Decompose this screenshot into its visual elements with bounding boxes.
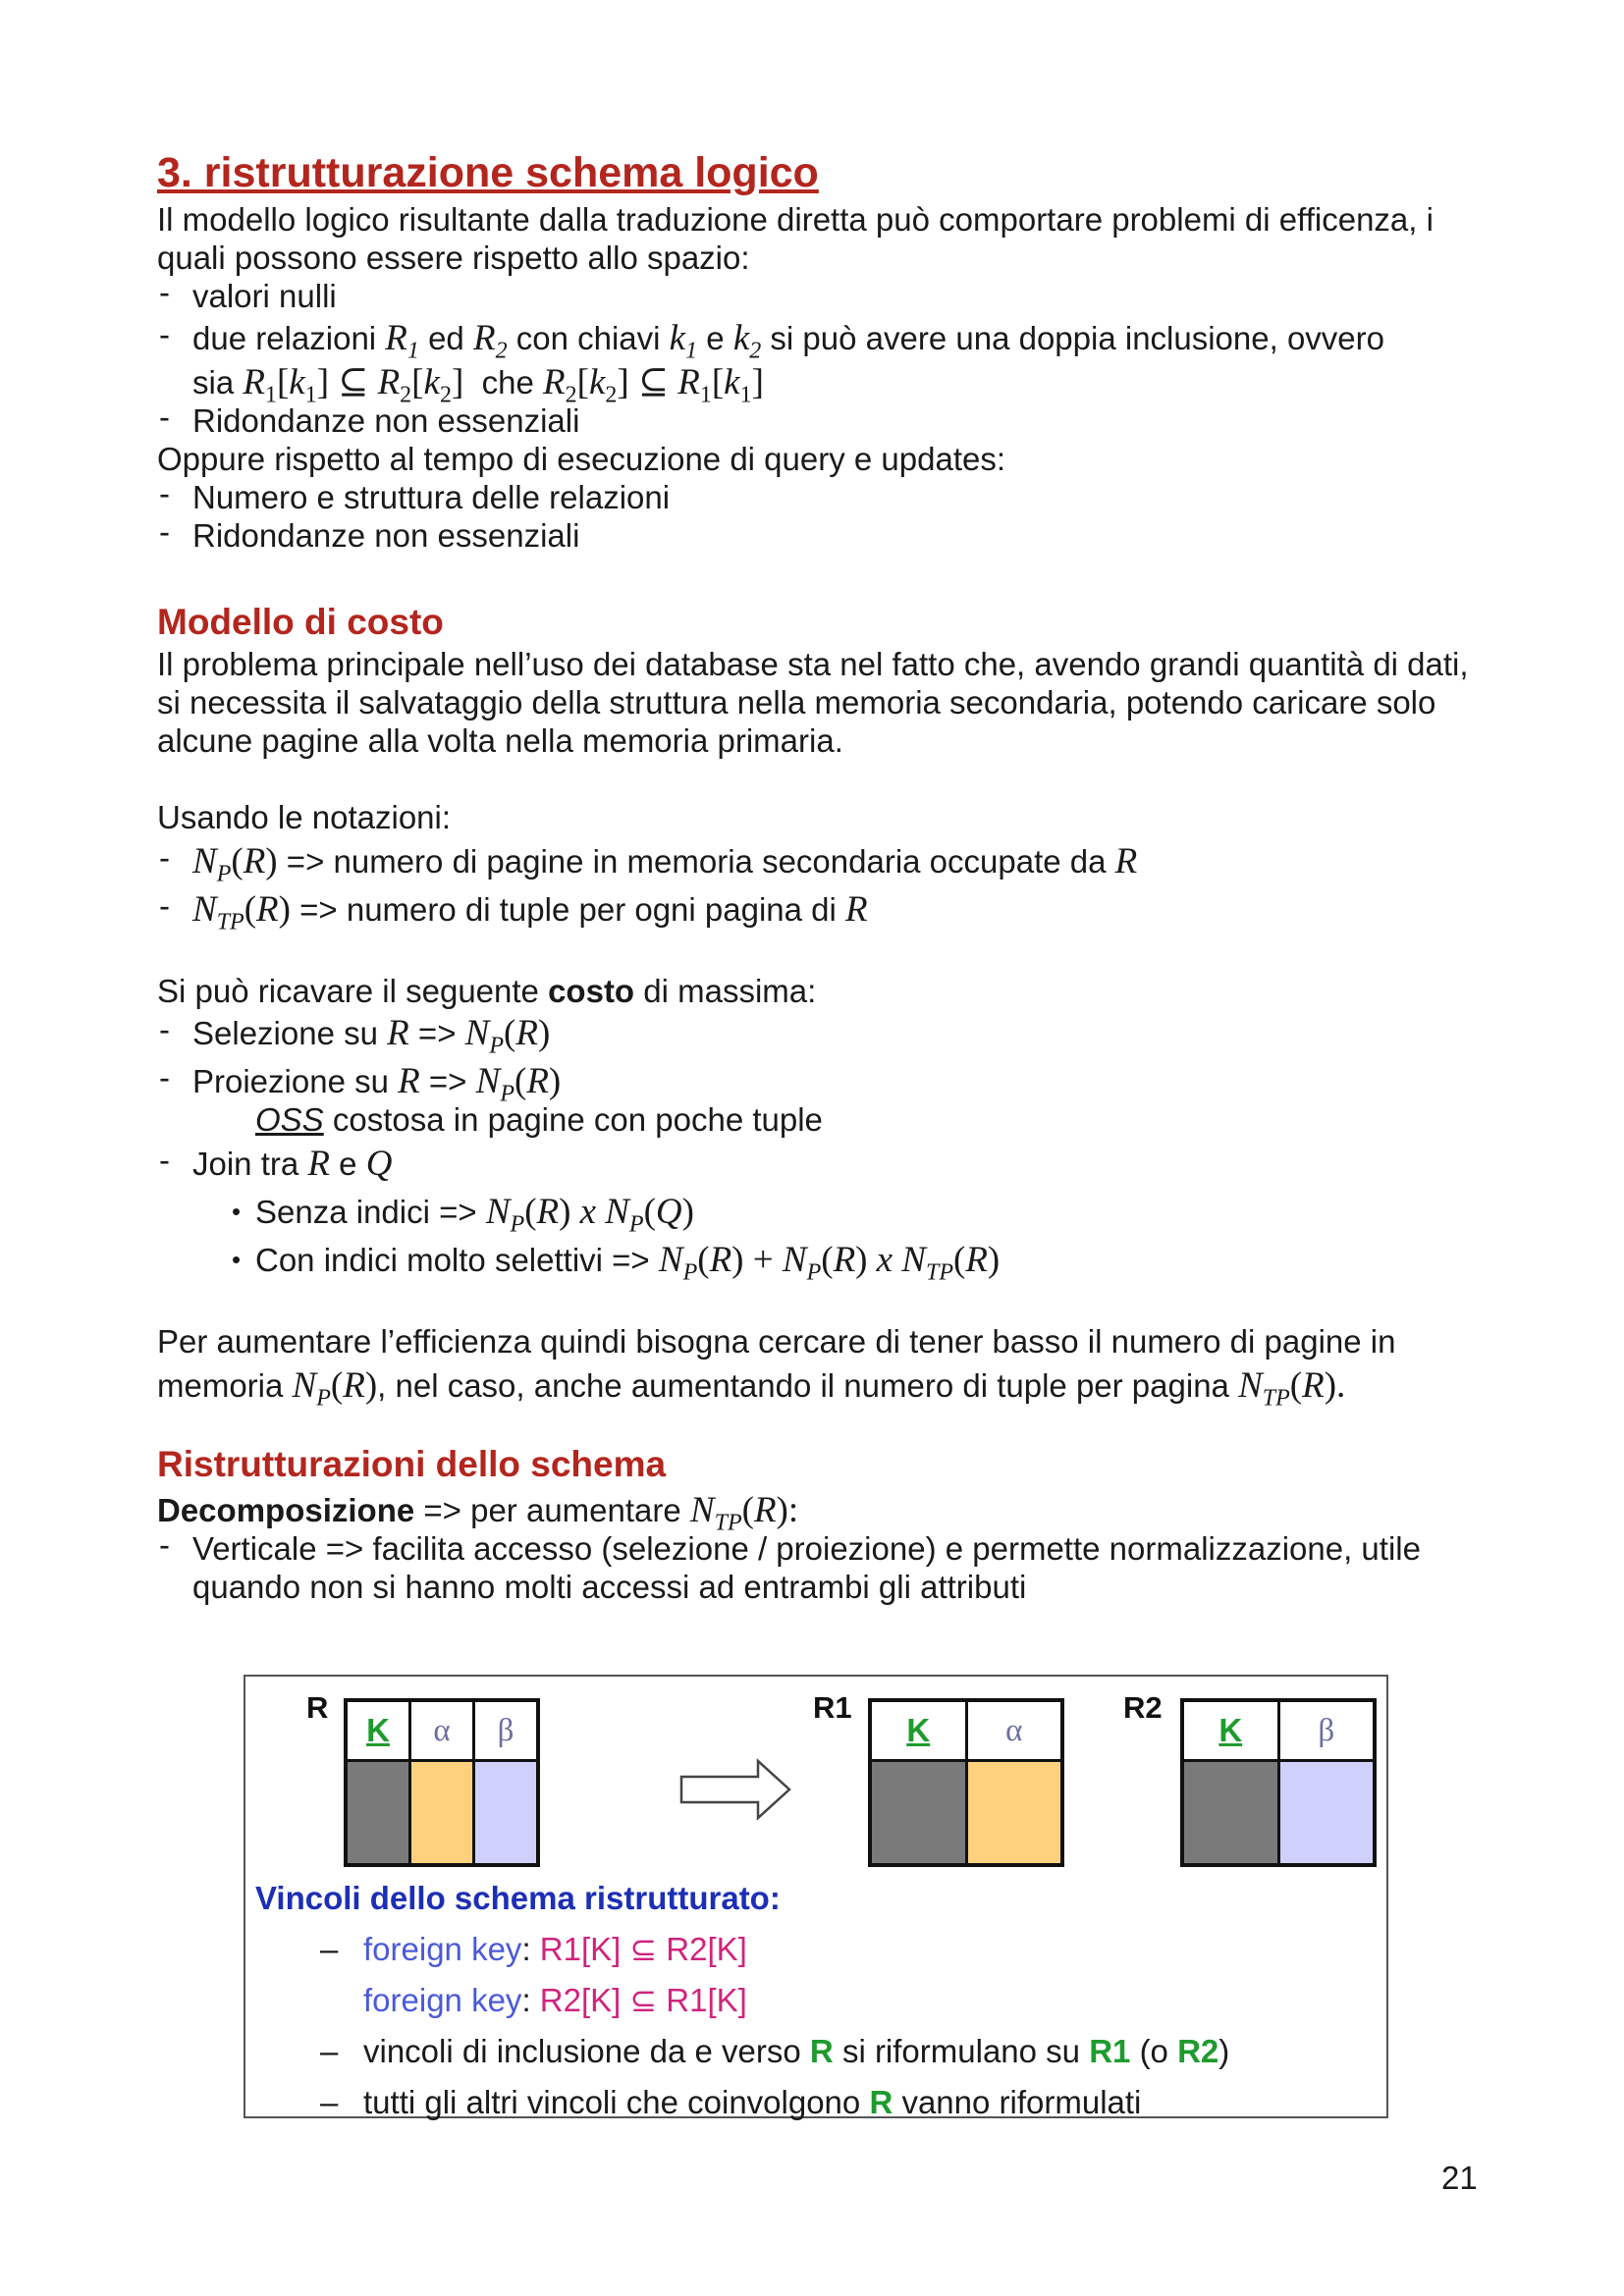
arrow-right-icon — [677, 1755, 795, 1824]
constraint-fk-1: – foreign key: R1[K] ⊆ R2[K] — [320, 1931, 747, 1967]
cell-beta — [1280, 1762, 1374, 1863]
list-item-redundancy: - Ridondanze non essenziali — [157, 401, 1492, 440]
list-item-time-1: - Ridondanze non essenziali — [157, 516, 1492, 555]
col-k: K — [872, 1702, 965, 1759]
col-beta: β — [475, 1702, 536, 1759]
cell-k — [872, 1762, 965, 1863]
decomposition-line: Decomposizione => per aumentare $N_{TP}(R)$: — [157, 1490, 799, 1536]
cost-paragraph: Il problema principale nell’uso dei database sta nel fatto che, avendo grandi quantità di dati, si necessita il salvataggio della struttura nella memoria secondaria, potendo caricare solo alcune pagine alla volta nella memoria primaria. — [157, 646, 1469, 759]
constraints-title: Vincoli dello schema ristrutturato: — [255, 1880, 781, 1916]
col-alpha: α — [968, 1702, 1061, 1759]
constraint-fk-2: foreign key: R2[K] ⊆ R1[K] — [363, 1982, 747, 2018]
col-k: K — [348, 1702, 408, 1759]
section-title: 3. ristrutturazione schema logico — [157, 149, 819, 196]
restructure-title: Ristrutturazioni dello schema — [157, 1444, 667, 1484]
cost-model-title: Modello di costo — [157, 602, 444, 642]
notation-ntp: - $N_{TP}(R)$ => numero di tuple per ogni pagina di R — [157, 890, 1492, 929]
constraint-inclusion: – vincoli di inclusione da e verso R si riformulano su R1 (o R2) — [320, 2033, 1230, 2069]
page-content — [157, 147, 1492, 1606]
cost-intro: Si può ricavare il seguente costo di massima: — [157, 973, 817, 1009]
cell-k — [1184, 1762, 1277, 1863]
decomposition-figure — [244, 1675, 1388, 2118]
double-inclusion: sia $R_1[k_1]$ ⊆ $R_2[k_2]$ che $R_2[k_2]$ ⊆ $R_1[k_1]$ — [192, 362, 764, 408]
constraints-block — [255, 1873, 1375, 2128]
cell-beta — [475, 1762, 536, 1863]
list-item-time-0: - Numero e struttura delle relazioni — [157, 478, 1492, 516]
efficiency-line-1: Per aumentare l’efficienza quindi bisogna cercare di tener basso il numero di pagine in — [157, 1323, 1396, 1360]
join-no-index: • Senza indici => $N_P(R)$ x $N_P(Q)$ — [157, 1193, 1492, 1231]
col-alpha: α — [411, 1702, 472, 1759]
table-label-R2: R2 — [1123, 1690, 1163, 1725]
table-R — [344, 1698, 540, 1867]
col-beta: β — [1280, 1702, 1374, 1759]
col-k: K — [1184, 1702, 1277, 1759]
join-with-index: • Con indici molto selettivi => $N_P(R) + N_P(R)$ x $N_{TP}(R)$ — [157, 1241, 1492, 1279]
oss-note: OSS costosa in pagine con poche tuple — [255, 1101, 823, 1138]
op-join: - Join tra R e Q — [157, 1145, 1492, 1183]
page-number: 21 — [1441, 2160, 1478, 2196]
constraint-other: – tutti gli altri vincoli che coinvolgono R vanno riformulati — [320, 2084, 1142, 2120]
op-projection: - Proiezione su $R => N_P(R)$ — [157, 1062, 1492, 1100]
table-R1 — [868, 1698, 1064, 1867]
table-label-R: R — [306, 1690, 329, 1725]
op-selection: - Selezione su $R => N_P(R)$ — [157, 1014, 1492, 1052]
notation-intro: Usando le notazioni: — [157, 799, 452, 835]
intro-paragraph: Il modello logico risultante dalla traduzione diretta può comportare problemi di efficenza, i quali possono essere rispetto allo spazio: — [157, 201, 1434, 276]
list-item-nulls: - valori nulli — [157, 277, 1492, 315]
table-R2 — [1180, 1698, 1377, 1867]
table-label-R1: R1 — [813, 1690, 852, 1725]
vertical-item: - Verticale => facilita accesso (selezione / proiezione) e permette normalizzazione, utile quando non si hanno molti accessi ad entrambi gli attributi — [157, 1529, 1492, 1606]
notation-np: - $N_P(R)$ => numero di pagine in memoria secondaria occupate da R — [157, 842, 1492, 881]
list-item-two-relations: - due relazioni $R_1$ ed $R_2$ con chiavi $k_1$ e $k_2$ si può avere una doppia inclusione, ovvero sia $R_1[k_1]$ ⊆ $R_2[k_2]$ che $R_2[k_2]$ ⊆ $R_1[k_1]$ — [157, 319, 1492, 401]
time-intro: Oppure rispetto al tempo di esecuzione di query e updates: — [157, 441, 1006, 477]
cell-alpha — [968, 1762, 1061, 1863]
cell-alpha — [411, 1762, 472, 1863]
cell-k — [348, 1762, 408, 1863]
efficiency-line-2: memoria $N_P(R)$, nel caso, anche aumentando il numero di tuple per pagina $N_{TP}(R)$. — [157, 1365, 1346, 1412]
